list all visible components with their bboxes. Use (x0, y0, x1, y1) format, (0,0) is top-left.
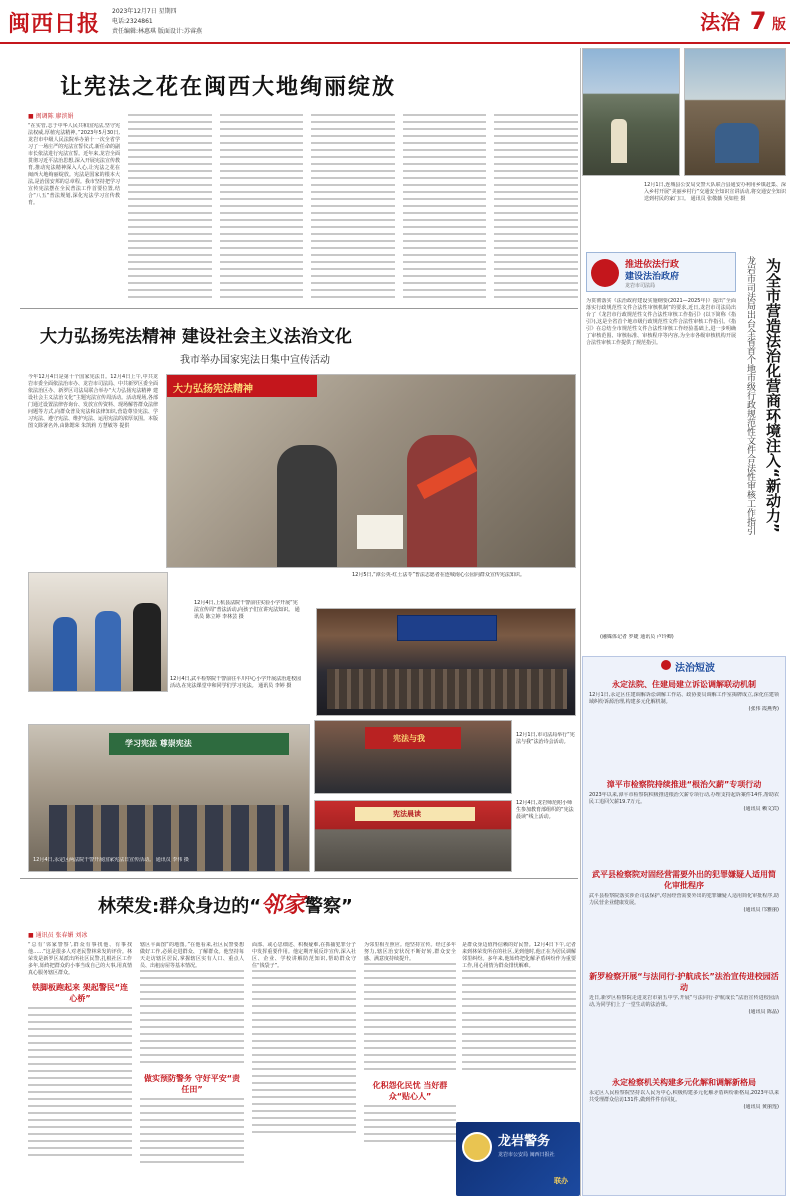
brief-item-4 (589, 971, 779, 1071)
article-1-body-continued (128, 114, 578, 302)
article-2-body: 今年12月4日是第十个国家宪法日。12月4日上午,中共龙岩市委全面依法治市办、龙岩市司法局、中共新罗区委全面依法治区办、新罗区司法局联合举办“大力弘扬宪法精神 建设社会主义法治文化”主题宪法宣传周活动。活动现场,各部门通过设置法律咨询台、发放宣传资料、现场解答群众法律问题等方式,向群众普及宪法和法律知识,营造尊崇宪法、学习宪法、遵守宪法、维护宪法、运用宪法的浓厚氛围。本版图文除署名外,由陈锶荣 朱凯莉 方慧敏等 提供 (28, 374, 158, 429)
traffic-photo-caption: 12月1日,连城县公安局交警大队联合县通安办利用乡镇赶集、深入乡村开展“美丽乡村行”交通安全知识宣讲活动,将交通安全知识送到村民的家门口。 通讯员 张敬薇 吴如桂 摄 (644, 182, 786, 202)
kids-photo-caption: 12月4日,上杭县法院干警前往实验小学开展“宪法宣传周”普法活动,向孩子们宣讲宪法知识。 通讯员 陈立婷 李林芸 摄 (194, 600, 300, 620)
logo-line-3: 龙岩市司法局 (625, 283, 656, 289)
contact-phone: 电话:2324861 (112, 18, 153, 25)
article-3-col-5 (462, 942, 576, 1118)
col-4-text: 为邻里相互照应。他坚持宣传。经过多年努力,辖区治安状况不断好转,群众安全感、满意度持续提升。 (364, 942, 456, 962)
title-part-3: 警察” (305, 896, 353, 917)
col-5-filler (462, 970, 576, 1075)
logo-line-1: 推进依法行政 (625, 260, 680, 270)
col-4-filler-b (364, 1105, 456, 1147)
rule-of-law-logo (586, 252, 736, 292)
article-2-title: 大力弘扬宪法精神 建设社会主义法治文化 (40, 327, 352, 347)
brief-section (582, 656, 786, 1196)
stage-photo-caption: 12月4日,龙岩师范附小师生参加教育部组织的“宪法晨读”线上活动。 (516, 800, 574, 820)
brief-1-title: 永定法院、住建局建立诉讼调解联动机制 (612, 680, 756, 689)
divider-bottom-article (20, 878, 578, 879)
classroom-photo-caption: 12月4日,武平检察院干警前往平川中心小学开展法治进校园活动,在宪法课堂中和同学们学习宪法。 通讯员 李婷 摄 (170, 676, 302, 689)
logo-emblem-icon (591, 259, 619, 287)
meeting-photo (314, 720, 512, 794)
gavel-icon (661, 660, 671, 670)
brief-item-1 (589, 679, 779, 773)
page-number: 7 (749, 7, 767, 35)
stage-banner-text: 宪法晨读 (393, 810, 421, 818)
bottom-photo-caption: 12月4日,永定区两法院干警开展国家宪法日宣传活动。 通讯员 李伟 摄 (33, 857, 189, 863)
article-3-col-1 (28, 942, 132, 1196)
subhead-2: 做实预防警务 守好平安“责任田” (143, 1074, 241, 1094)
brief-3-title: 武平县检察院对固经营需要外出的犯罪嫌疑人适用简化审批程序 (592, 870, 776, 890)
col-2-filler (140, 970, 244, 1068)
article-3-col-2 (140, 942, 244, 1196)
crowd-figure (715, 123, 759, 163)
audience-rows (327, 669, 567, 709)
col-2-filler-b (140, 1098, 244, 1168)
brief-1-byline: (张伟 霞燕秀) (748, 706, 779, 712)
brief-item-3 (589, 869, 779, 965)
brief-3-body: 武平县检察院落实涉企司法保护,对因经营需要外出的犯罪嫌疑人适用简化审批程序,助力民营企业健康发展。 (589, 893, 779, 906)
police-column-badge (456, 1122, 580, 1196)
brief-2-title: 漳平市检察院持续推进“根治欠薪”专项行动 (606, 780, 762, 789)
volunteer-figure-2 (407, 435, 477, 568)
editor-credit: 责任编辑:林惠琪 版面设计:苏睿燕 (112, 28, 202, 35)
section-name: 法治 (700, 10, 741, 34)
newspaper-logo: 闽西日报 (8, 11, 101, 37)
brief-4-title: 新罗检察开展“与法同行·护航成长”法治宣传进校园活动 (589, 972, 779, 992)
officer-figure (611, 119, 627, 163)
divider-top-article (20, 308, 578, 309)
stage-photo (314, 800, 512, 872)
col-5-text: 是群众身边值得信赖的好民警。12月4日下午,记者来到林荣发所在的社区,见到他时,他正在为居民调解邻里纠纷。多年来,他始终把化解矛盾纠纷作为重要工作,用心用情为群众排忧解难。 (462, 942, 576, 969)
col-4-filler (364, 963, 456, 1075)
article-1-byline: ■ 闽调陈 廖滨娟 (28, 113, 74, 120)
subhead-3: 化积怨化民忧 当好群众“贴心人” (372, 1081, 448, 1101)
badge-subtitle: 龙岩市公安局 闽西日报社 (498, 1152, 555, 1158)
brief-5-byline: (通讯员 黄丽莲) (743, 1104, 779, 1110)
col-3-filler (252, 970, 356, 1138)
article-1-body: “在实管,志于中华人民共和国宪法,坚守宪法权威,厚植宪法精神。”2023年5月30日,龙岩市中级人民法院举办第十一次全省学习了一场庄严的宪法宣誓仪式,新任命的副市长依法进行宪法宣誓。近年来,龙岩全面贯彻习近平法治思想,深入开展宪法宣传教育,推动宪法精神深入人心,让宪法之花在闽西大地绚丽绽放。宪法是国家的根本大法,是治国安邦的总章程。我市坚持把学习宣传宪法摆在全民普法工作首要位置,结合“八五”普法规划,深化宪法学习宣传教育。 (28, 123, 120, 206)
col-3-text: 面部、或心思细述、积极疑难,在抓捕犯罪分子中发挥重要作用。他定期开展反诈宣传,深入社区、企业、学校讲解防范知识,帮助群众守住“钱袋子”。 (252, 942, 356, 969)
col-1-text: “总有‘邻家警察’,群众有事找他、有事找他……”这是很多人对老民警林荣发的评价。林荣发是新罗区某派出所社区民警,扎根社区工作多年,始终把群众的小事当成自己的大事,用真情真心服务辖区群众。 (28, 942, 132, 976)
auditorium-photo (316, 608, 576, 716)
col-1-filler (28, 1007, 132, 1161)
masthead (0, 0, 790, 44)
classroom-photo (28, 724, 310, 872)
title-part-1: 林荣发:群众身边的“ (98, 896, 262, 917)
brief-5-body: 永定区人民检察院坚持以人民为中心,积极构建多元化解矛盾纠纷新格局,2023年以来共受理群众信访131件,做到件件有回复。 (589, 1090, 779, 1103)
teacher-figure (133, 603, 161, 692)
badge-title: 龙岩警务 (498, 1134, 551, 1149)
brief-3-byline: (通讯员 邝雅丽) (743, 907, 779, 913)
meeting-photo-caption: 12月1日,市司法局举行“宪法与我”法治诗会活动。 (516, 732, 575, 745)
brief-4-body: 近日,新罗区检察院走进龙岩市第五中学,开展“与法同行·护航成长”法治宣传进校园活动,为同学们上了一堂生动的法治课。 (589, 995, 779, 1008)
main-event-photo (166, 374, 576, 568)
traffic-police-photo-1 (582, 48, 680, 176)
brief-1-body: 12月1日,永定区住建调解诉讼调解工作站、政协委员调解工作室揭牌成立,深化住建领域纠纷诉源治理,构建多元化解机制。 (589, 692, 779, 705)
article-3-col-3 (252, 942, 356, 1196)
banner-text: 大力弘扬宪法精神 (173, 384, 253, 395)
title-highlight: 邻家 (261, 892, 306, 918)
police-emblem-icon (462, 1132, 492, 1162)
article-5-title: 为全市营造法治化营商环境注入“新动力” (764, 258, 782, 533)
divider-right-column (580, 48, 581, 1196)
traffic-police-photo-2 (684, 48, 786, 176)
brief-2-byline: (通讯员 赖文宾) (743, 806, 779, 812)
article-5-body: 为贯彻落实《法治政府建设实施纲要(2021—2025年)》提出“全面落实行政规范性文件合法性审核机制”的要求,近日,龙岩市司法局出台了《龙岩市行政规范性文件合法性审核工作指引》(以下简称《指引》),这是全省首个地市级行政规范性文件合法性审核工作指引。《指引》在总结全市规范性文件合法性审核工作经验基础上,进一步明确了审核范围、审核标准、审核程序等内容,为全市各级审核机构开展合法性审核工作提供了规范指引。 (586, 298, 736, 346)
article-3-title (98, 888, 548, 919)
brief-header (583, 657, 785, 675)
kid-figure-1 (53, 617, 77, 692)
page-suffix: 版 (772, 17, 786, 33)
kid-figure-2 (95, 611, 121, 692)
subhead-1: 铁脚板跑起来 架起警民“连心桥” (31, 983, 129, 1003)
article-3-byline: ■ 通讯员 张春媚 刘冰 (28, 932, 88, 939)
board-text: 学习宪法 尊崇宪法 (125, 739, 192, 748)
article-1-title: 让宪法之花在闽西大地绚丽绽放 (60, 75, 397, 100)
brief-5-title: 永定检察机关构建多元化解和调解新格局 (612, 1078, 756, 1087)
col-2-text: 辖区平面图”的地图。”在他看来,社区民警要想做好工作,必须走进群众、了解群众。他坚持每天走访辖区居民,掌握辖区实有人口、重点人员、出租房屋等基本情况。 (140, 942, 244, 969)
logo-line-2: 建设法治政府 (625, 272, 680, 282)
main-photo-caption: 12月5日,“漳公英·红土法苓”普法志愿者在连城南心公园向群众宣传宪法知识。 (352, 572, 525, 578)
brief-4-byline: (通讯员 陈晶) (748, 1009, 779, 1015)
volunteer-figure-1 (277, 445, 337, 568)
badge-tag: 联办 (554, 1177, 568, 1185)
article-2-subtitle: 我市举办国家宪法日集中宣传活动 (180, 355, 330, 366)
article-5-subtitle: 龙岩市司法局出台全省首个地市级行政规范性文件合法性审核工作指引 (745, 256, 755, 535)
kids-photo (28, 572, 168, 692)
pamphlet (357, 515, 403, 549)
brief-2-body: 2023年以来,漳平市检察院积极推进根治欠薪专项行动,办理支持起诉案件14件,帮助农民工追回欠薪19.7万元。 (589, 792, 779, 805)
screen-text: 宪法与我 (393, 734, 425, 743)
brief-item-5 (589, 1077, 779, 1191)
brief-item-2 (589, 779, 779, 863)
article-5-end-credit: (融媒体记者 罗婕 通讯员 卢玲卿) (600, 634, 674, 640)
section-label (648, 6, 786, 36)
stage-screen (397, 615, 497, 641)
article-3-col-4 (364, 942, 456, 1196)
brief-header-text: 法治短波 (675, 663, 715, 674)
issue-date: 2023年12月7日 星期四 (112, 8, 177, 15)
